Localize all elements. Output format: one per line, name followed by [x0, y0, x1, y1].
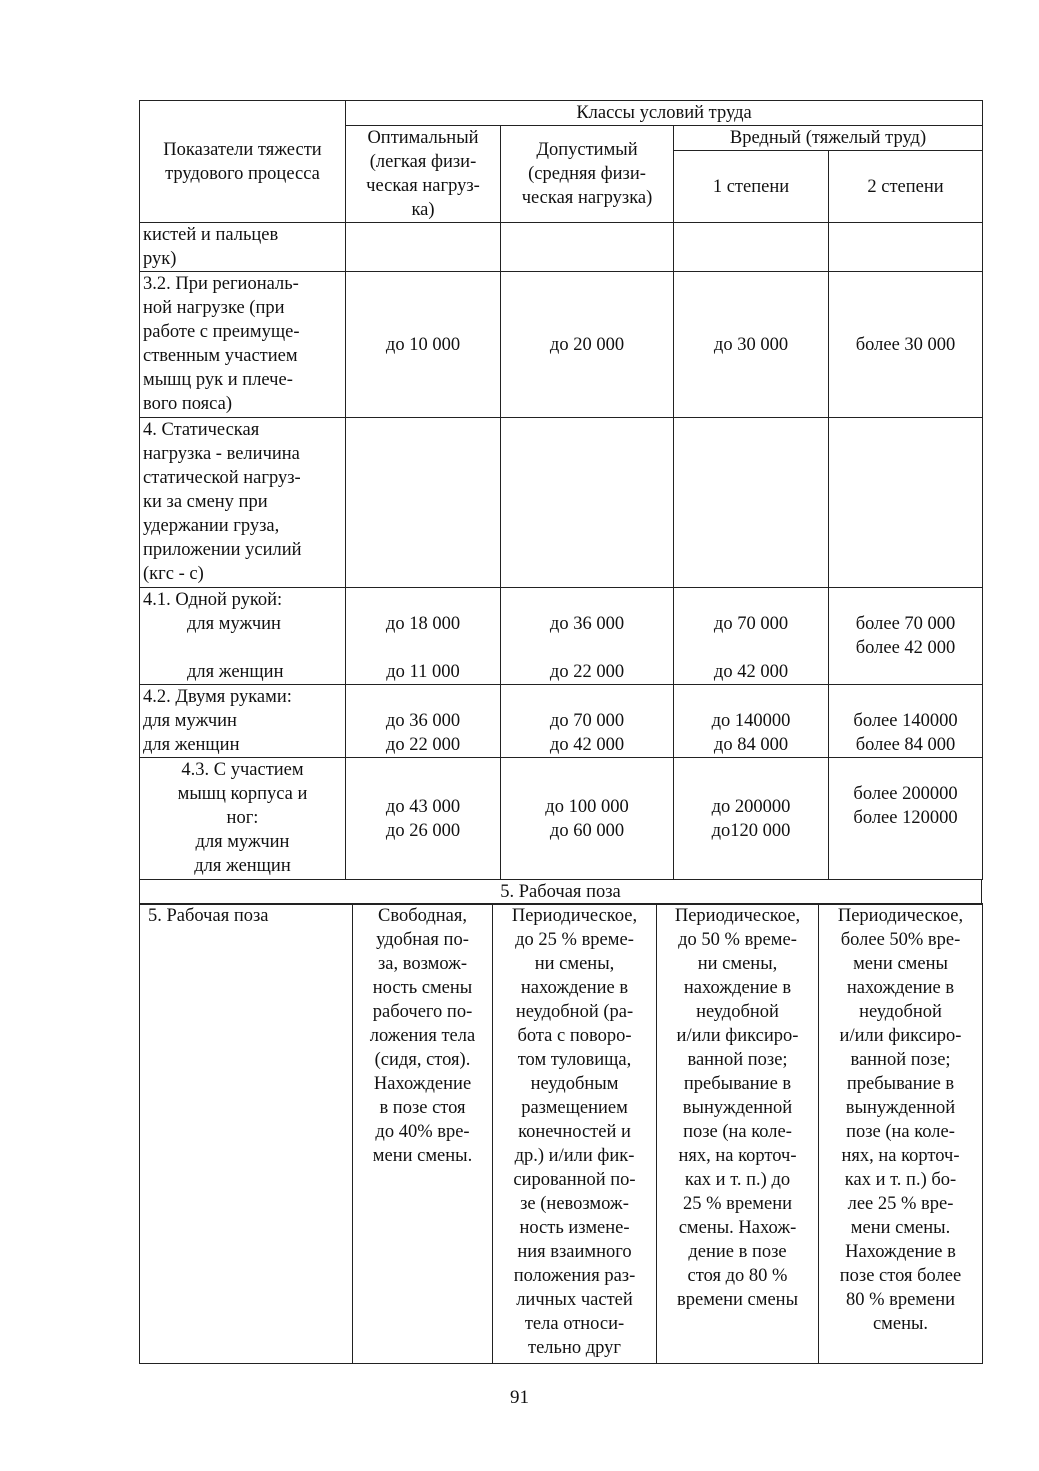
table-row: [140, 418, 983, 588]
work-conditions-table: [139, 100, 983, 880]
one-hand-women: для женщин: [187, 662, 284, 682]
table-row: [140, 685, 983, 758]
one-hand-degree1-men: до 70 000: [713, 614, 789, 634]
torso-legs-degree1: до 200000 до120 000: [674, 758, 829, 880]
working-posture-table: [139, 903, 983, 1364]
two-hands-acceptable: до 70 000 до 42 000: [501, 685, 674, 758]
torso-legs-acceptable: до 100 000 до 60 000: [501, 758, 674, 880]
one-hand-optimal-women: до 11 000: [386, 662, 460, 682]
one-hand-acceptable-men: до 36 000: [549, 614, 625, 634]
posture-label: 5. Рабочая поза: [140, 904, 353, 1364]
regional-degree2: более 30 000: [829, 272, 983, 418]
section5-title: 5. Рабочая поза: [140, 880, 982, 905]
row-label-hands-fingers: кистей и пальцев рук): [140, 223, 346, 272]
row-label-two-hands: 4.2. Двумя руками: для мужчин для женщин: [140, 685, 346, 758]
two-hands-degree2: более 140000 более 84 000: [829, 685, 983, 758]
table-row: [140, 904, 983, 1364]
torso-legs-degree2: более 200000 более 120000: [829, 758, 983, 880]
degree1-header: 1 степени: [674, 151, 829, 223]
acceptable-header: Допустимый (средняя физи- ческая нагрузка): [501, 126, 674, 223]
table-row: [140, 758, 983, 880]
page-number: 91: [510, 1387, 529, 1408]
regional-acceptable: до 20 000: [501, 272, 674, 418]
indicators-header: Показатели тяжести трудового процесса: [140, 101, 346, 223]
posture-degree1: Периодическое, до 50 % време- ни смены, нахождение в неудобной и/или фиксиро- ванной позе; пребывание в вынужденной позе (на коле- нях, на корточ- ках и т. п.) до 25 % времени смены. Нахож- дение в позе стоя до 80 % времени смены: [657, 904, 819, 1364]
regional-optimal: до 10 000: [346, 272, 501, 418]
one-hand-degree1-women: до 42 000: [713, 662, 789, 682]
one-hand-acceptable-women: до 22 000: [549, 662, 625, 682]
one-hand-men: для мужчин: [187, 614, 281, 634]
row-label-torso-legs: 4.3. С участием мышц корпуса и ног: для мужчин для женщин: [140, 758, 346, 880]
degree2-header: 2 степени: [829, 151, 983, 223]
posture-optimal: Свободная, удобная по- за, возмож- ность смены рабочего по- ложения тела (сидя, стоя). Нахождение в позе стоя до 40% вре- мени смены.: [353, 904, 493, 1364]
one-hand-degree2: более 70 000 более 42 000: [829, 588, 983, 685]
table-row: [140, 588, 983, 685]
classes-header: Классы условий труда: [346, 101, 983, 126]
posture-degree2: Периодическое, более 50% вре- мени смены нахождение в неудобной и/или фиксиро- ванной позе; пребывание в вынужденной позе (на коле- нях, на корточ- ках и т. п.) бо- лее 25 % вре- мени смены. Нахождение в позе стоя более 80 % времени смены.: [819, 904, 983, 1364]
table-row: [140, 223, 983, 272]
two-hands-optimal: до 36 000 до 22 000: [346, 685, 501, 758]
two-hands-degree1: до 140000 до 84 000: [674, 685, 829, 758]
optimal-header: Оптимальный (легкая физи- ческая нагруз- ка): [346, 126, 501, 223]
posture-acceptable: Периодическое, до 25 % време- ни смены, нахождение в неудобной (ра- бота с поворо- том туловища, неудобным размещением конечностей и др.) и/или фик- сированной по- зе (невозмож- ность измене- ния взаимного положения раз- личных частей тела относи- тельно друг: [493, 904, 657, 1364]
harmful-header: Вредный (тяжелый труд): [674, 126, 983, 151]
table-row: [140, 272, 983, 418]
torso-legs-optimal: до 43 000 до 26 000: [346, 758, 501, 880]
regional-degree1: до 30 000: [674, 272, 829, 418]
section5-title-table: [139, 879, 982, 905]
row-label-static: 4. Статическая нагрузка - величина статической нагруз- ки за смену при удержании груза, приложении усилий (кгс - с): [140, 418, 346, 588]
one-hand-optimal-men: до 18 000: [385, 614, 461, 634]
row-label-regional: 3.2. При региональ- ной нагрузке (при работе с преимуще- ственным участием мышц рук и плече- вого пояса): [140, 272, 346, 418]
row-label-one-hand: [140, 588, 346, 685]
one-hand-title: 4.1. Одной рукой:: [143, 590, 283, 610]
